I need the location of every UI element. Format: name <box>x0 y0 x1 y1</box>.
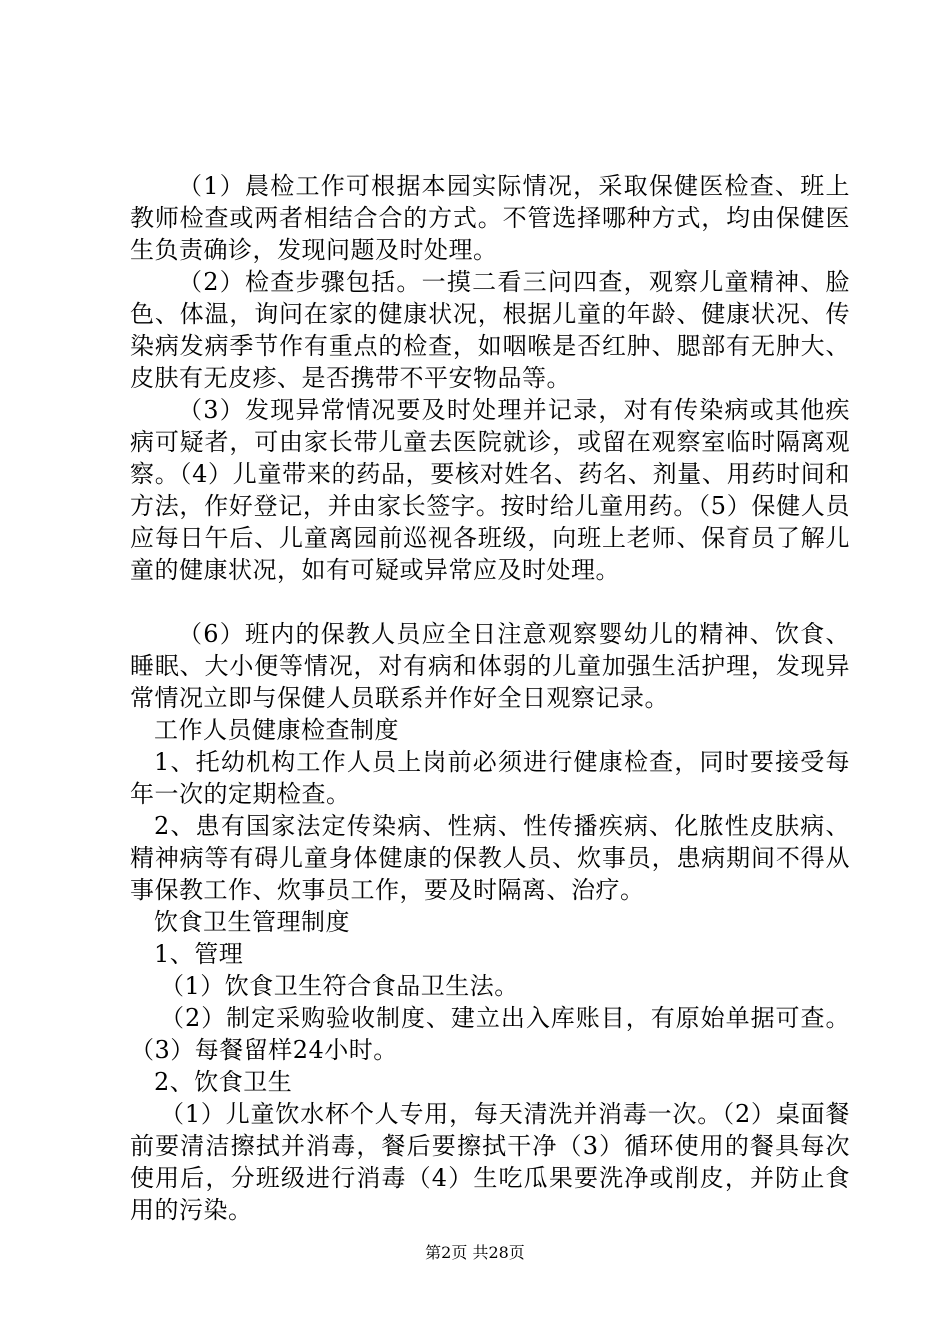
paragraph-management-2: （2）制定采购验收制度、建立出入库账目，有原始单据可查。（3）每餐留样24小时。 <box>130 1004 850 1064</box>
subheading-food-hygiene: 2、饮食卫生 <box>154 1068 293 1096</box>
subheading-management: 1、管理 <box>154 940 244 968</box>
paragraph-gap <box>130 586 850 618</box>
document-body <box>130 170 850 1226</box>
paragraph-morning-check-3: （3）发现异常情况要及时处理并记录，对有传染病或其他疾病可疑者，可由家长带儿童去医院就诊，或留在观察室临时隔离观察。（4）儿童带来的药品，要核对姓名、药名、剂量、用药时间和方法，作好登记，并由家长签字。按时给儿童用药。（5）保健人员应每日午后、儿童离园前巡视各班级，向班上老师、保育员了解儿童的健康状况，如有可疑或异常应及时处理。 <box>130 396 850 584</box>
section-heading-staff-health: 工作人员健康检查制度 <box>154 716 399 744</box>
paragraph-management-1: （1）饮食卫生符合食品卫生法。 <box>160 972 519 1000</box>
section-heading-food-hygiene: 饮食卫生管理制度 <box>154 908 350 936</box>
page-number-footer: 第2页 共28页 <box>425 1243 525 1262</box>
paragraph-staff-health-1: 1、托幼机构工作人员上岗前必须进行健康检查，同时要接受每年一次的定期检查。 <box>130 748 850 808</box>
paragraph-morning-check-1: （1）晨检工作可根据本园实际情况，采取保健医检查、班上教师检查或两者相结合合的方式。不管选择哪种方式，均由保健医生负责确诊，发现问题及时处理。 <box>130 172 850 264</box>
paragraph-morning-check-2: （2）检查步骤包括。一摸二看三问四查，观察儿童精神、脸色、体温，询问在家的健康状况，根据儿童的年龄、健康状况、传染病发病季节作有重点的检查，如咽喉是否红肿、腮部有无肿大、皮肤有无皮疹、是否携带不平安物品等。 <box>130 268 850 392</box>
paragraph-staff-health-2: 2、患有国家法定传染病、性病、性传播疾病、化脓性皮肤病、精神病等有碍儿童身体健康的保教人员、炊事员，患病期间不得从事保教工作、炊事员工作，要及时隔离、治疗。 <box>130 812 850 904</box>
paragraph-morning-check-6: （6）班内的保教人员应全日注意观察婴幼儿的精神、饮食、睡眠、大小便等情况，对有病和体弱的儿童加强生活护理，发现异常情况立即与保健人员联系并作好全日观察记录。 <box>130 620 850 712</box>
paragraph-food-hygiene-1: （1）儿童饮水杯个人专用，每天清洗并消毒一次。（2）桌面餐前要清洁擦拭并消毒，餐后要擦拭干净（3）循环使用的餐具每次使用后，分班级进行消毒（4）生吃瓜果要洗净或削皮，并防止食用的污染。 <box>130 1100 850 1224</box>
